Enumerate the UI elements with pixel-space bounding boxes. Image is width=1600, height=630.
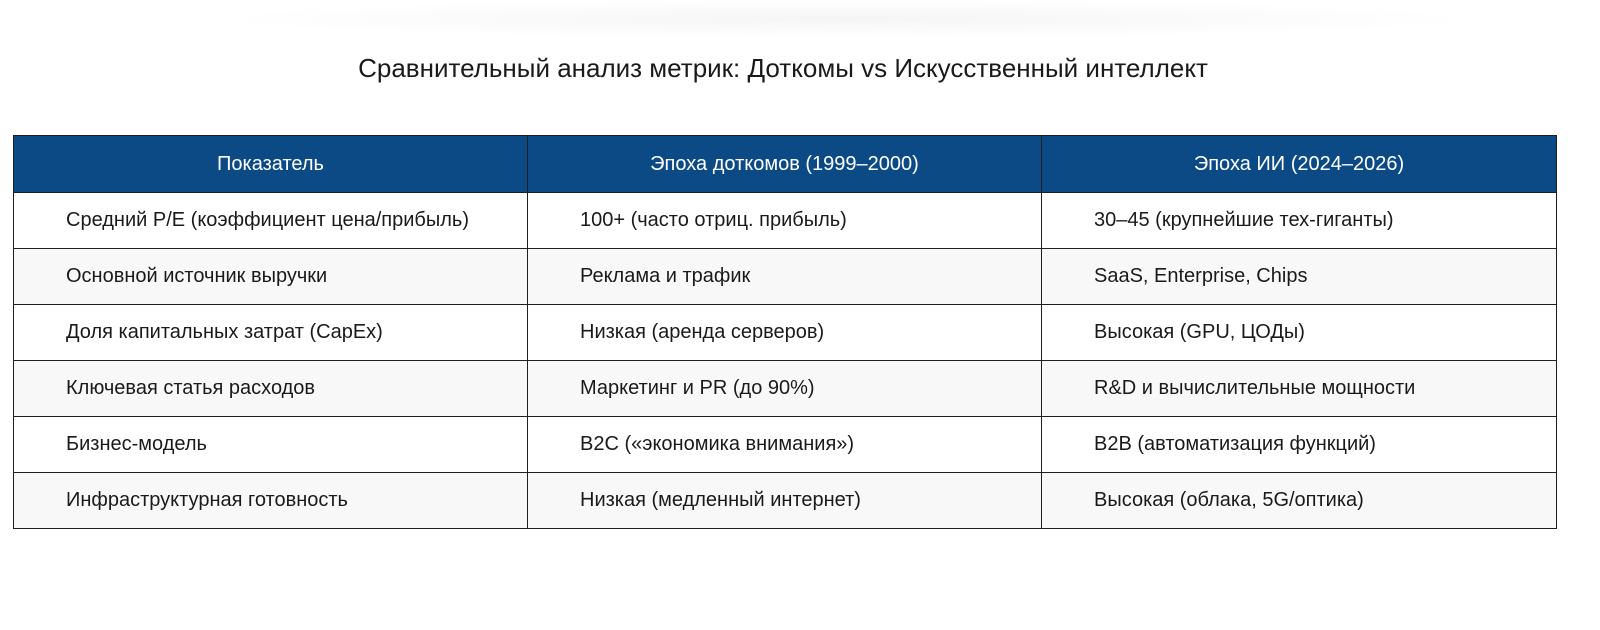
cell-metric: Основной источник выручки (14, 249, 528, 305)
cell-ai: B2B (автоматизация функций) (1042, 417, 1557, 473)
cell-ai: Высокая (GPU, ЦОДы) (1042, 305, 1557, 361)
column-header-metric: Показатель (14, 136, 528, 193)
cell-dotcom: Низкая (медленный интернет) (528, 473, 1042, 529)
cell-ai: 30–45 (крупнейшие тех-гиганты) (1042, 193, 1557, 249)
cell-metric: Бизнес-модель (14, 417, 528, 473)
table-row (14, 361, 1557, 417)
column-header-dotcom-era: Эпоха доткомов (1999–2000) (528, 136, 1042, 193)
table-row (14, 193, 1557, 249)
cell-metric: Средний P/E (коэффициент цена/прибыль) (14, 193, 528, 249)
top-shadow-decoration (240, 0, 1450, 38)
cell-metric: Инфраструктурная готовность (14, 473, 528, 529)
cell-ai: SaaS, Enterprise, Chips (1042, 249, 1557, 305)
table-row (14, 417, 1557, 473)
cell-metric: Ключевая статья расходов (14, 361, 528, 417)
cell-dotcom: 100+ (часто отриц. прибыль) (528, 193, 1042, 249)
comparison-table-container (13, 135, 1556, 529)
table-row (14, 473, 1557, 529)
column-header-ai-era: Эпоха ИИ (2024–2026) (1042, 136, 1557, 193)
page-title: Сравнительный анализ метрик: Доткомы vs Искусственный интеллект (358, 53, 1208, 83)
table-row (14, 249, 1557, 305)
cell-dotcom: Реклама и трафик (528, 249, 1042, 305)
table-body (14, 193, 1557, 529)
cell-dotcom: Низкая (аренда серверов) (528, 305, 1042, 361)
cell-dotcom: B2C («экономика внимания») (528, 417, 1042, 473)
cell-ai: R&D и вычислительные мощности (1042, 361, 1557, 417)
cell-ai: Высокая (облака, 5G/оптика) (1042, 473, 1557, 529)
table-row (14, 305, 1557, 361)
table-header (14, 136, 1557, 193)
cell-dotcom: Маркетинг и PR (до 90%) (528, 361, 1042, 417)
cell-metric: Доля капитальных затрат (CapEx) (14, 305, 528, 361)
comparison-table (13, 135, 1557, 529)
header-row (14, 136, 1557, 193)
